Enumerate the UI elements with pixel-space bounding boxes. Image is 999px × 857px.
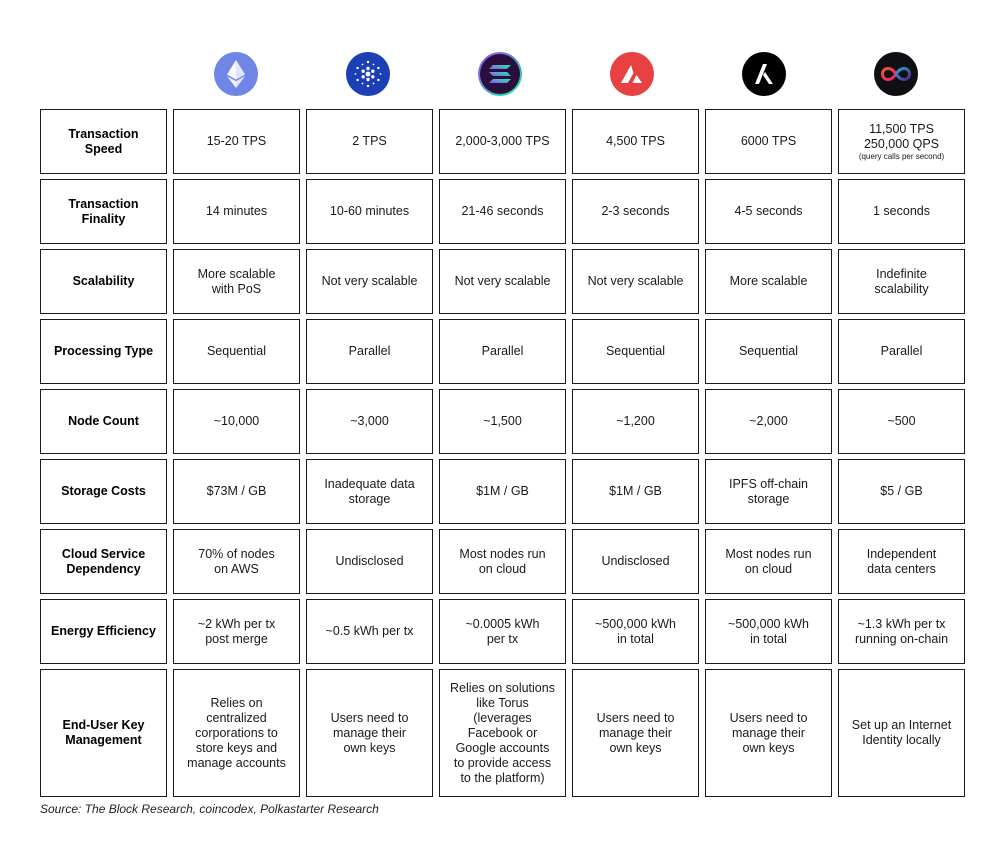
cell-value: 14 minutes [205,204,268,218]
cardano-logo-icon [346,52,390,96]
row-header [40,669,167,797]
table-cell [439,459,566,524]
cell-value: Most nodes run on cloud [725,546,812,576]
cell-value: Parallel [880,344,923,358]
row-header-label: Processing Type [53,344,154,358]
table-cell [306,669,433,797]
table-cell [705,529,832,594]
cell-value: More scalable with PoS [197,266,276,296]
cell-value: Users need to manage their own keys [330,710,409,755]
row-header [40,389,167,454]
table-row [40,459,965,524]
cell-value: Sequential [605,344,666,358]
table-cell [306,459,433,524]
cell-note: (query calls per second) [858,151,945,161]
solana-logo-icon [478,52,522,96]
table-cell [439,249,566,314]
table-cell [705,459,832,524]
table-cell [572,529,699,594]
cell-value: ~1,500 [483,414,522,428]
table-cell [173,669,300,797]
cell-value: ~2,000 [749,414,788,428]
cell-value: ~500,000 kWh in total [595,616,676,646]
cell-value: Relies on solutions like Torus (leverages Facebook or Google accounts to provide access to the platform) [450,680,555,785]
table-cell [838,669,965,797]
table-cell [173,249,300,314]
table-cell [838,599,965,664]
cell-value: 2 TPS [352,134,387,148]
row-header-label: Node Count [68,414,139,428]
cell-value: $1M / GB [609,484,662,498]
table-row [40,319,965,384]
internet-computer-logo-icon [874,52,918,96]
row-header [40,109,167,174]
cell-value: Parallel [348,344,391,358]
table-cell [572,109,699,174]
cell-value: Not very scalable [321,274,418,288]
table-cell [572,669,699,797]
table-row [40,669,965,797]
cell-value: IPFS off-chain storage [729,476,808,506]
aleph-logo-icon [742,52,786,96]
cell-value: ~2 kWh per tx post merge [197,616,276,646]
table-cell [306,319,433,384]
row-header-label: End-User Key Management [62,718,145,747]
table-cell [306,529,433,594]
cell-value: 4,500 TPS [606,134,665,148]
table-row [40,389,965,454]
table-row [40,249,965,314]
table-cell [705,389,832,454]
table-cell [439,529,566,594]
cell-value: 1 seconds [873,204,930,218]
table-cell [173,179,300,244]
cell-value: Parallel [481,344,524,358]
row-header [40,249,167,314]
table-cell [572,179,699,244]
cell-value: 70% of nodes on AWS [198,546,275,576]
avalanche-logo-icon [610,52,654,96]
cell-value: ~10,000 [213,414,260,428]
table-cell [705,109,832,174]
cell-value: ~1,200 [616,414,655,428]
row-header [40,459,167,524]
table-cell [838,529,965,594]
table-cell [306,389,433,454]
table-cell [439,319,566,384]
cell-value: $1M / GB [476,484,529,498]
cell-value: Sequential [206,344,267,358]
cell-value: 6000 TPS [740,134,797,148]
table-cell [173,599,300,664]
row-header-label: Storage Costs [61,484,146,498]
row-header-label: Energy Efficiency [51,624,156,638]
table-cell [572,599,699,664]
cell-value: ~0.5 kWh per tx [325,624,414,638]
table-cell [705,669,832,797]
table-cell [705,319,832,384]
table-cell [173,459,300,524]
cell-value: Users need to manage their own keys [596,710,675,755]
table-cell [572,249,699,314]
cell-value: 4-5 seconds [734,204,803,218]
cell-value: ~500 [887,414,916,428]
table-cell [572,459,699,524]
table-cell [705,179,832,244]
cell-value: 2,000-3,000 TPS [455,134,550,148]
table-cell [173,319,300,384]
cell-value: 15-20 TPS [206,134,267,148]
table-cell [838,389,965,454]
table-cell [306,249,433,314]
table-cell [306,109,433,174]
table-row [40,179,965,244]
table-cell [838,319,965,384]
cell-value: Undisclosed [335,554,404,568]
cell-value: Indefinite scalability [874,266,929,296]
row-header-label: Transaction Speed [68,126,139,156]
cell-value: Relies on centralized corporations to store keys and manage accounts [187,695,286,770]
table-cell [838,109,965,174]
row-header-label: Scalability [72,274,135,288]
row-header-label: Cloud Service Dependency [61,546,146,576]
row-header [40,319,167,384]
cell-value: Independent data centers [866,546,937,576]
cell-value: ~500,000 kWh in total [728,616,809,646]
cell-value: $5 / GB [880,484,923,498]
cell-value: Undisclosed [601,554,670,568]
table-cell [173,109,300,174]
table-cell [838,459,965,524]
cell-value: More scalable [729,274,808,288]
source-caption: Source: The Block Research, coincodex, Polkastarter Research [40,802,379,816]
comparison-table [40,109,965,802]
table-cell [439,179,566,244]
table-cell [838,179,965,244]
table-cell [439,669,566,797]
row-header [40,529,167,594]
table-row [40,529,965,594]
table-cell [439,389,566,454]
chain-logos-row [0,52,999,96]
cell-value: 2-3 seconds [601,204,670,218]
ethereum-logo-icon [214,52,258,96]
table-cell [439,109,566,174]
table-cell [306,179,433,244]
cell-value: 11,500 TPS 250,000 QPS [863,121,940,151]
table-cell [705,599,832,664]
table-cell [705,249,832,314]
row-header-label: Transaction Finality [68,196,139,226]
cell-value: Not very scalable [454,274,551,288]
cell-value: Inadequate data storage [324,476,415,506]
table-cell [306,599,433,664]
table-row [40,109,965,174]
row-header [40,179,167,244]
cell-value: 21-46 seconds [461,204,544,218]
table-cell [572,389,699,454]
cell-value: 10-60 minutes [329,204,410,218]
cell-value: $73M / GB [206,484,267,498]
cell-value: ~1.3 kWh per tx running on-chain [854,616,949,646]
cell-value: Most nodes run on cloud [459,546,546,576]
cell-value: Set up an Internet Identity locally [851,718,952,747]
cell-value: ~3,000 [350,414,389,428]
cell-value: Sequential [738,344,799,358]
table-row [40,599,965,664]
table-cell [173,389,300,454]
table-cell [572,319,699,384]
table-cell [173,529,300,594]
cell-value: Users need to manage their own keys [729,710,808,755]
table-cell [838,249,965,314]
cell-value: Not very scalable [587,274,684,288]
cell-value: ~0.0005 kWh per tx [465,616,540,646]
table-cell [439,599,566,664]
row-header [40,599,167,664]
